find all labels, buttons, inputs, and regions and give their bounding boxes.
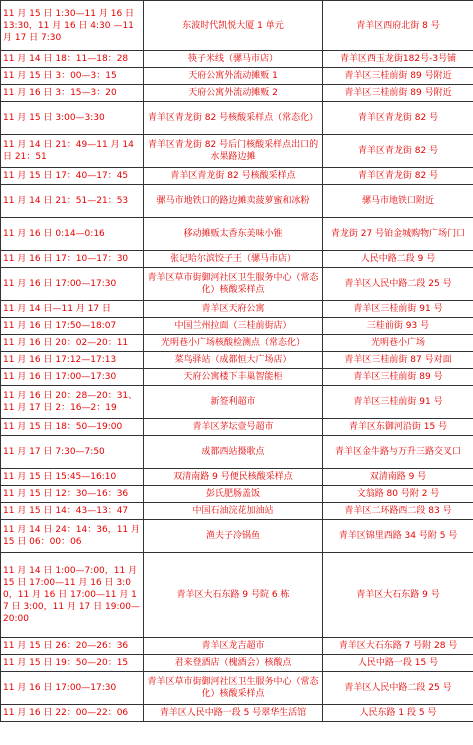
address-cell: 青羊区青龙街 82 号	[323, 135, 473, 168]
time-cell: 11 月 15 日 12：30—16：36	[1, 486, 144, 503]
table-row	[1, 352, 473, 369]
address-cell: 青羊区三桂前街 91 号	[323, 386, 473, 419]
address-cell: 青羊区人民中路二段 25 号	[323, 672, 473, 705]
table-row	[1, 51, 473, 68]
time-cell: 11 月 16 日 0:14—0:16	[1, 218, 144, 251]
address-cell: 青羊区三桂前街 89 号附近	[323, 68, 473, 85]
place-cell: 青羊区人民中路一段 5 号翠华生活馆	[144, 705, 323, 722]
address-cell: 青羊区大石东路 9 号	[323, 553, 473, 638]
address-cell: 人民中路二段 9 号	[323, 251, 473, 268]
time-cell: 11 月 15 日 18：50—19:00	[1, 419, 144, 436]
table-row	[1, 268, 473, 301]
time-cell: 11 月 14 日 21：51—21：53	[1, 185, 144, 218]
address-cell: 青羊区二环路西二段 83 号	[323, 503, 473, 520]
place-cell: 渔夫子冷锅鱼	[144, 520, 323, 553]
address-cell: 青龙街 27 号铂金城购物广场门口	[323, 218, 473, 251]
address-cell: 青羊区三桂前街 87 号对面	[323, 352, 473, 369]
time-cell: 11 月 16 日 3：15—3：20	[1, 85, 144, 102]
table-row	[1, 185, 473, 218]
address-cell: 青羊区三桂前街 89 号	[323, 369, 473, 386]
table-row	[1, 1, 473, 51]
place-cell: 青羊区大石东路 9 号院 6 栋	[144, 553, 323, 638]
table-row	[1, 335, 473, 352]
time-cell: 11 月 16 日 17：10—17：30	[1, 251, 144, 268]
table-row	[1, 102, 473, 135]
place-cell: 光明巷小广场核酸检测点（常态化）	[144, 335, 323, 352]
place-cell: 中国兰州拉面（三桂前街店）	[144, 318, 323, 335]
place-cell: 彭氏肥肠盖饭	[144, 486, 323, 503]
place-cell: 骡马市地铁口的路边摊卖菠萝蜜和冰粉	[144, 185, 323, 218]
time-cell: 11 月 16 日 20：28—20：31、11 月 17 日 2：16—2：19	[1, 386, 144, 419]
place-cell: 君来登酒店（槐酒会）核酸点	[144, 655, 323, 672]
time-cell: 11 月 16 日 17:00—17:30	[1, 672, 144, 705]
address-cell: 青羊区锦里西路 34 号附 5 号	[323, 520, 473, 553]
table-row	[1, 301, 473, 318]
table-row	[1, 85, 473, 102]
place-cell: 中国石油浣花加油站	[144, 503, 323, 520]
table-row	[1, 638, 473, 655]
address-cell: 青羊区西府北街 8 号	[323, 1, 473, 51]
time-cell: 11 月 15 日 1:30—11 月 16 日 13:30，11 月 16 日 4:30 —11 月 17 日 7:30	[1, 1, 144, 51]
locations-table-body	[1, 1, 473, 722]
place-cell: 青羊区青龙街 82 号后门核酸采样点出口的水果路边摊	[144, 135, 323, 168]
time-cell: 11 月 16 日 17:00—17:30	[1, 369, 144, 386]
table-row	[1, 68, 473, 85]
place-cell: 天府公寓外流动摊贩 2	[144, 85, 323, 102]
place-cell: 青羊区草市街御河社区卫生服务中心（常态化）核酸采样点	[144, 268, 323, 301]
table-row	[1, 419, 473, 436]
table-row	[1, 469, 473, 486]
time-cell: 11 月 15 日 3：00—3：15	[1, 68, 144, 85]
table-row	[1, 135, 473, 168]
table-row	[1, 218, 473, 251]
place-cell: 移动摊贩太香东美味小锥	[144, 218, 323, 251]
time-cell: 11 月 15 日 15:45—16:10	[1, 469, 144, 486]
address-cell: 人民东路 1 段 5 号	[323, 705, 473, 722]
table-row	[1, 503, 473, 520]
place-cell: 青羊区青龙街 82 号核酸采样点（常态化）	[144, 102, 323, 135]
address-cell: 青羊区西玉龙街182号-3号铺	[323, 51, 473, 68]
time-cell: 11 月 14 日 24：14：36，11 月 15 日 06：00：06	[1, 520, 144, 553]
place-cell: 青羊区茅坛壹号超市	[144, 419, 323, 436]
table-row	[1, 386, 473, 419]
address-cell: 青羊区金牛路与万升三路交叉口	[323, 436, 473, 469]
table-row	[1, 168, 473, 185]
place-cell: 双清南路 9 号便民核酸采样点	[144, 469, 323, 486]
table-row	[1, 369, 473, 386]
table-row	[1, 672, 473, 705]
table-row	[1, 251, 473, 268]
time-cell: 11 月 14 日—11 月 17 日	[1, 301, 144, 318]
table-row	[1, 553, 473, 638]
place-cell: 青羊区龙吉超市	[144, 638, 323, 655]
place-cell: 天府公寓外流动摊贩 1	[144, 68, 323, 85]
address-cell: 青羊区青龙街 82 号	[323, 102, 473, 135]
time-cell: 11 月 14 日 21：49—11 月 14 日 21：51	[1, 135, 144, 168]
time-cell: 11 月 16 日 17:12—17:13	[1, 352, 144, 369]
time-cell: 11 月 15 日 26：20—26：36	[1, 638, 144, 655]
address-cell: 骡马市地铁口附近	[323, 185, 473, 218]
time-cell: 11 月 16 日 20：02—20：11	[1, 335, 144, 352]
time-cell: 11 月 14 日 18：11—18：28	[1, 51, 144, 68]
time-cell: 11 月 14 日 1:00—7:00，11 月 15 日 17:00—11 月 16 日 3:00，11 月 16 日 17:00—11 月 17 日 3:00，11 月 17 日 19:00—20:00	[1, 553, 144, 638]
time-cell: 11 月 15 日 14：43—13：47	[1, 503, 144, 520]
address-cell: 青羊区三桂前街 89 号附近	[323, 85, 473, 102]
address-cell: 青羊区青龙街 82 号	[323, 168, 473, 185]
address-cell: 青羊区东御河沿街 15 号	[323, 419, 473, 436]
place-cell: 成都西站摄歌点	[144, 436, 323, 469]
table-row	[1, 520, 473, 553]
address-cell: 三桂前街 93 号	[323, 318, 473, 335]
place-cell: 青羊区青龙街 82 号核酸采样点	[144, 168, 323, 185]
table-row	[1, 705, 473, 722]
address-cell: 光明巷小广场	[323, 335, 473, 352]
table-row	[1, 318, 473, 335]
place-cell: 东波时代凯悦大厦 1 单元	[144, 1, 323, 51]
table-row	[1, 436, 473, 469]
address-cell: 青羊区三桂前街 91 号	[323, 301, 473, 318]
time-cell: 11 月 16 日 17:50—18:07	[1, 318, 144, 335]
address-cell: 人民中路一段 15 号	[323, 655, 473, 672]
place-cell: 张记哈尔滨饺子王（骡马市店）	[144, 251, 323, 268]
place-cell: 菜鸟驿站（成都恒大广场店）	[144, 352, 323, 369]
table-row	[1, 486, 473, 503]
time-cell: 11 月 16 日 17:00—17:30	[1, 268, 144, 301]
time-cell: 11 月 17 日 7:30—7:50	[1, 436, 144, 469]
time-cell: 11 月 15 日 19：50—20：15	[1, 655, 144, 672]
address-cell: 青羊区人民中路二段 25 号	[323, 268, 473, 301]
time-cell: 11 月 15 日 3:00—3:30	[1, 102, 144, 135]
address-cell: 青羊区大石东路 7 号附 28 号	[323, 638, 473, 655]
place-cell: 天府公寓楼下丰巢智能柜	[144, 369, 323, 386]
table-row	[1, 655, 473, 672]
place-cell: 筷子米线（骡马市店）	[144, 51, 323, 68]
address-cell: 双清南路 9 号	[323, 469, 473, 486]
time-cell: 11 月 15 日 17：40—17：45	[1, 168, 144, 185]
place-cell: 新签利超市	[144, 386, 323, 419]
time-cell: 11 月 16 日 22：00—22：06	[1, 705, 144, 722]
place-cell: 青羊区草市街御河社区卫生服务中心（常态化）核酸采样点	[144, 672, 323, 705]
address-cell: 文翁路 80 号附 2 号	[323, 486, 473, 503]
place-cell: 青羊区天府公寓	[144, 301, 323, 318]
